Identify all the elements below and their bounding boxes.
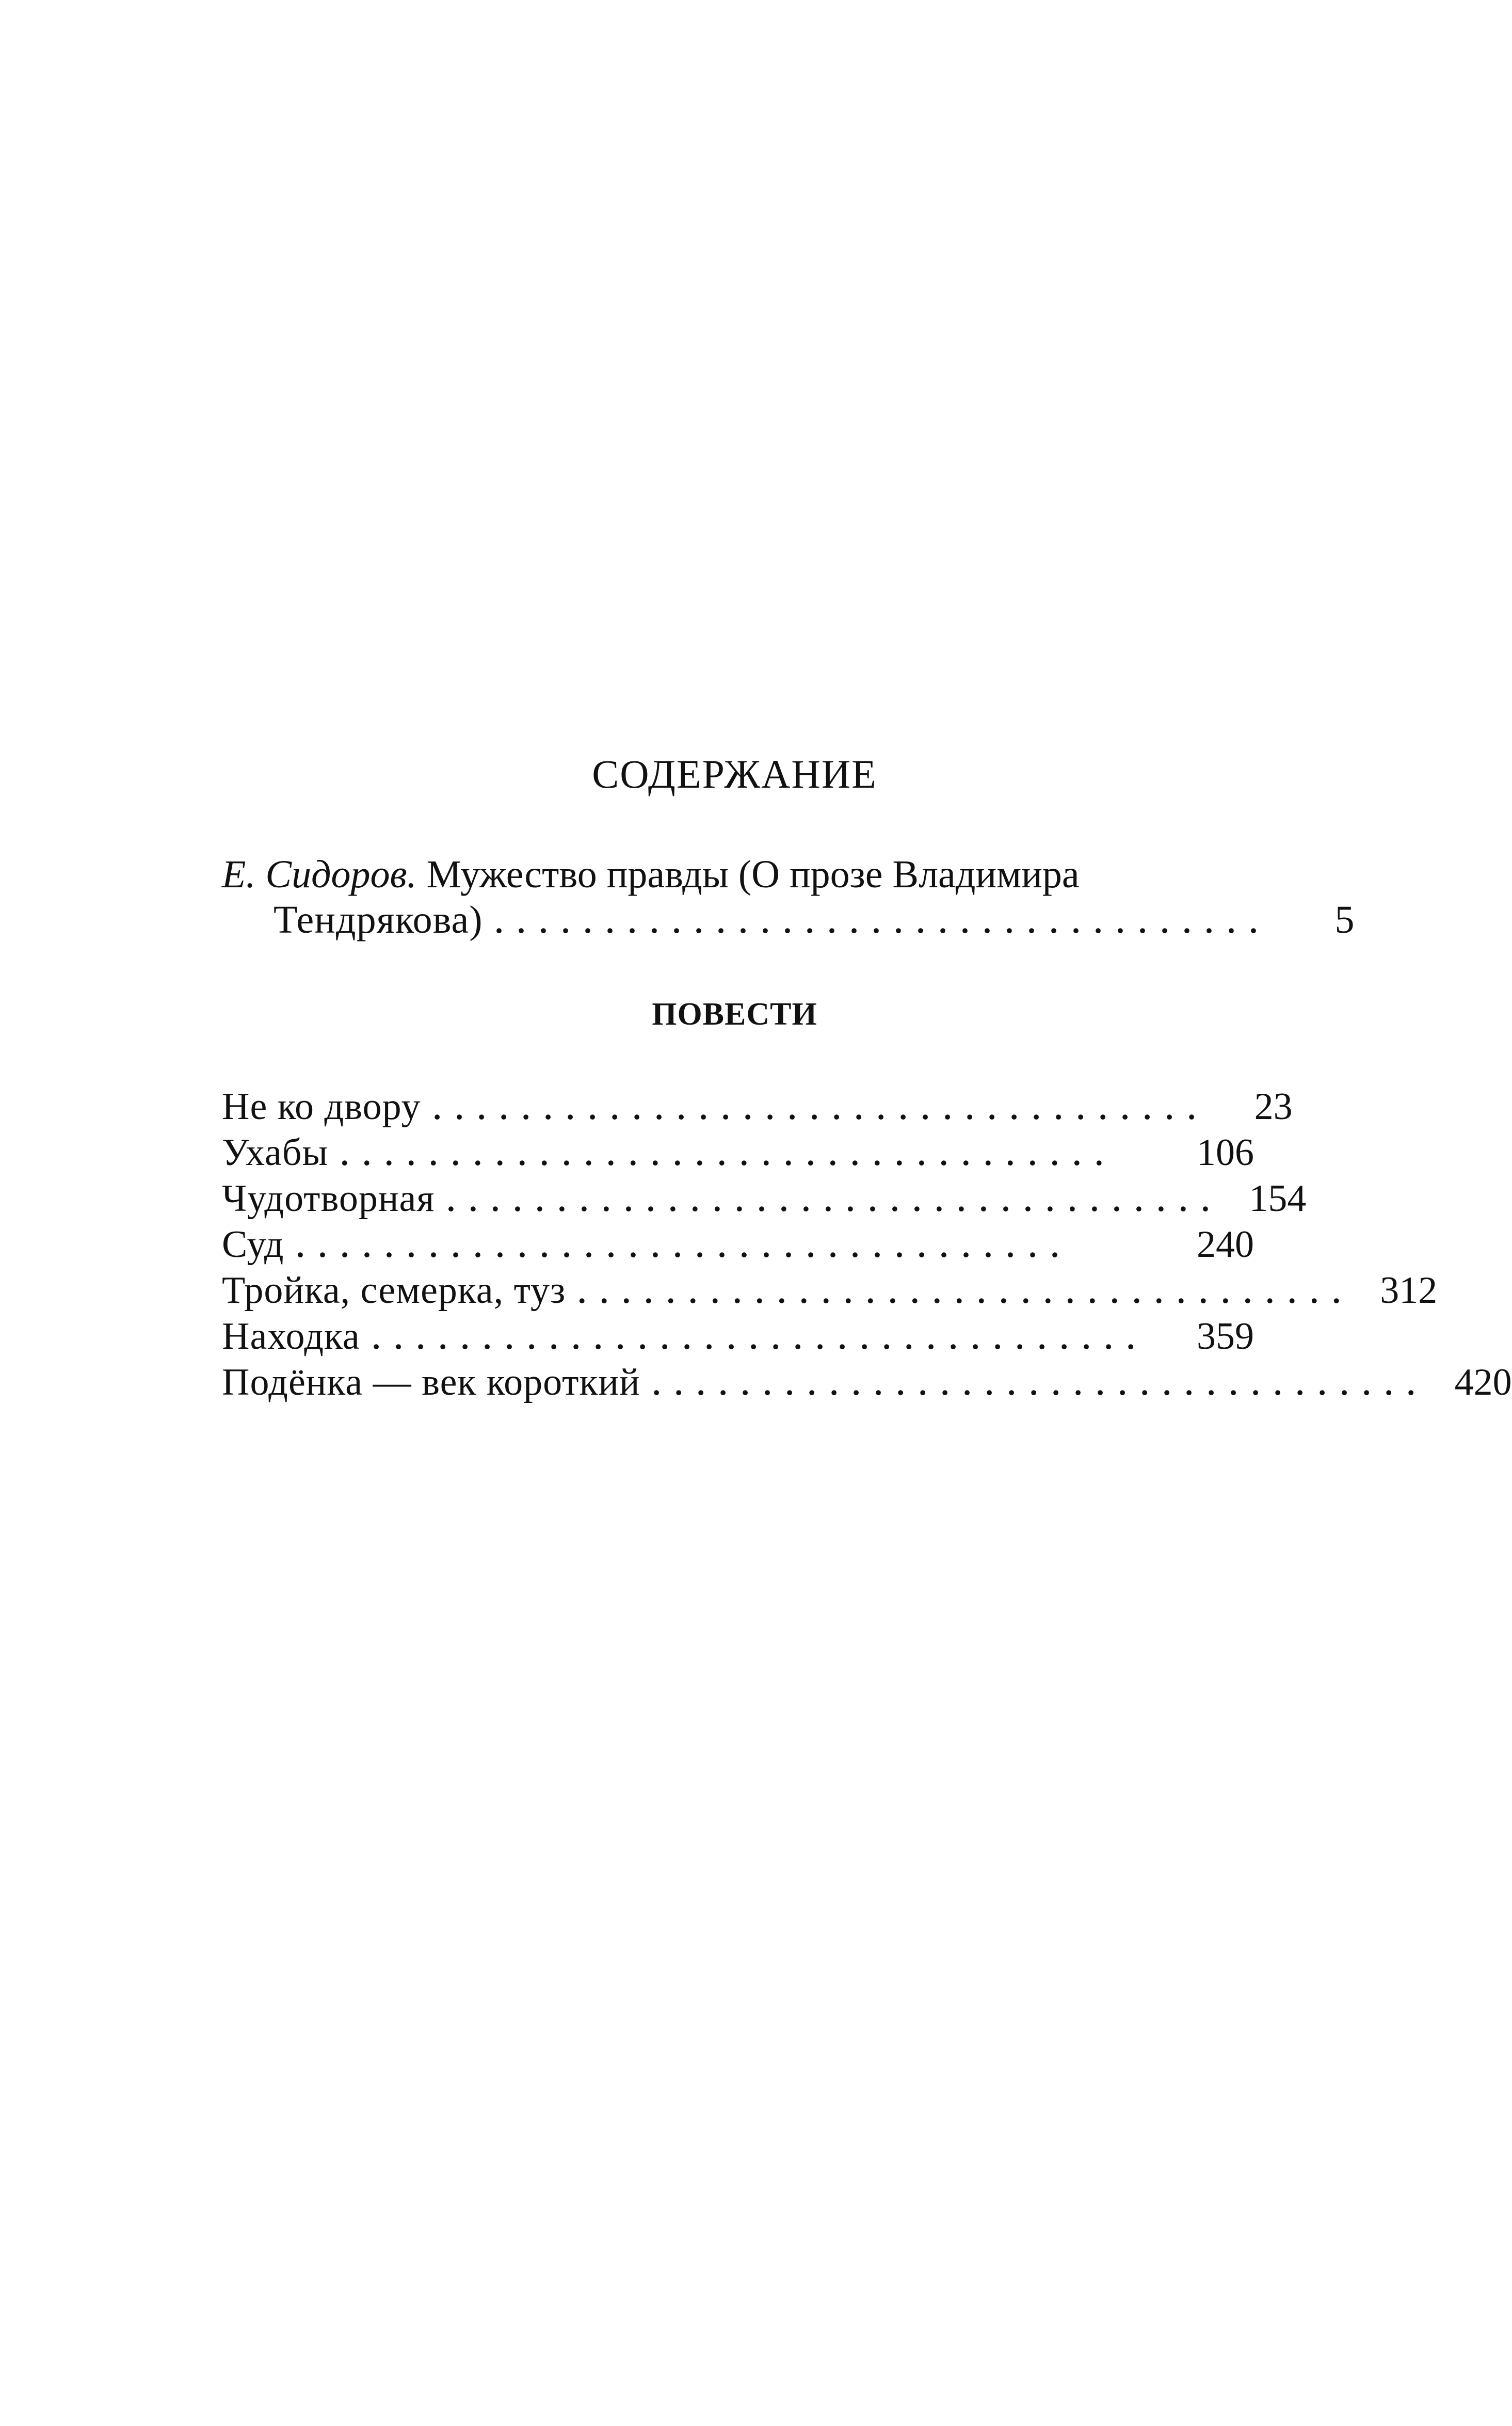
entry-page-number: 106 bbox=[1197, 1131, 1254, 1174]
toc-entry[interactable] bbox=[222, 1314, 1254, 1360]
intro-entry-line2 bbox=[274, 897, 1355, 943]
toc-entry[interactable] bbox=[222, 1268, 1438, 1314]
dot-leader: ................................... bbox=[433, 1092, 1210, 1126]
dot-leader: ................................... bbox=[372, 1321, 1149, 1355]
entry-title: Тройка, семерка, туз bbox=[222, 1269, 566, 1312]
toc-heading: СОДЕРЖАНИЕ bbox=[592, 752, 877, 796]
entry-title: Суд bbox=[222, 1223, 284, 1266]
entry-title: Ухабы bbox=[222, 1131, 329, 1174]
dot-leader: ................................... bbox=[341, 1138, 1118, 1172]
entry-page-number: 359 bbox=[1197, 1315, 1254, 1358]
intro-page-number: 5 bbox=[1334, 898, 1355, 941]
entry-page-number: 23 bbox=[1254, 1086, 1293, 1128]
entry-page-number: 312 bbox=[1380, 1269, 1438, 1312]
intro-title-part1: Мужество правды (О прозе Владимира bbox=[426, 853, 1080, 896]
toc-entry[interactable] bbox=[222, 1360, 1512, 1406]
dot-leader: ................................... bbox=[447, 1184, 1224, 1218]
entry-title: Находка bbox=[222, 1315, 360, 1358]
intro-entry-line1 bbox=[222, 852, 1254, 897]
dot-leader: ................................... bbox=[296, 1230, 1073, 1264]
entry-title: Подёнка — век короткий bbox=[222, 1361, 640, 1403]
section-heading: ПОВЕСТИ bbox=[652, 997, 817, 1032]
entry-title: Чудотворная bbox=[222, 1177, 435, 1220]
entry-title: Не ко двору bbox=[222, 1086, 421, 1128]
intro-title-part2: Тендрякова) bbox=[274, 898, 483, 941]
intro-author: Е. Сидоров. bbox=[222, 853, 417, 896]
dot-leader: ................................... bbox=[578, 1275, 1355, 1310]
dot-leader: ................................... bbox=[495, 905, 1272, 939]
toc-entry[interactable] bbox=[222, 1176, 1307, 1222]
dot-leader: ................................... bbox=[652, 1367, 1429, 1401]
toc-entry[interactable] bbox=[222, 1222, 1254, 1268]
toc-list bbox=[222, 1084, 1512, 1406]
toc-entry[interactable] bbox=[222, 1084, 1293, 1130]
entry-page-number: 154 bbox=[1249, 1177, 1307, 1220]
toc-entry[interactable] bbox=[222, 1130, 1254, 1176]
entry-page-number: 420 bbox=[1454, 1361, 1512, 1403]
entry-page-number: 240 bbox=[1197, 1223, 1254, 1266]
